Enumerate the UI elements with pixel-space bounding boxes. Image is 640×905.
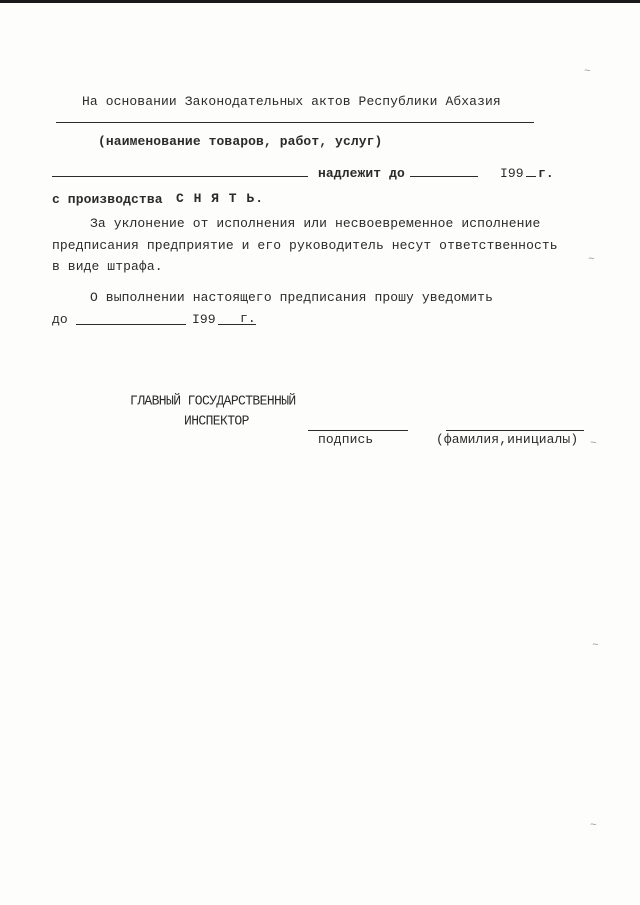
notify-do: до bbox=[52, 312, 68, 327]
scan-mark: ~ bbox=[588, 254, 595, 266]
signature-caption: подпись bbox=[318, 432, 374, 447]
signature-blank bbox=[308, 430, 408, 431]
due-year-suffix: г. bbox=[538, 166, 554, 181]
notify-year-g: г. bbox=[240, 311, 256, 326]
page-top-edge bbox=[0, 0, 640, 3]
name-blank bbox=[446, 430, 584, 431]
due-year-prefix: I99 bbox=[500, 166, 524, 181]
scan-mark: ~ bbox=[592, 640, 599, 652]
notify-date-blank bbox=[76, 324, 186, 325]
goods-blank-line bbox=[56, 122, 534, 123]
inspector-title-line-2: ИНСПЕКТОР bbox=[184, 412, 249, 429]
due-date-blank bbox=[410, 176, 478, 177]
due-word: надлежит до bbox=[318, 166, 405, 181]
penalty-text-line-1: За уклонение от исполнения или несвоевременное исполнение bbox=[90, 216, 541, 231]
remove-word: С Н Я Т Ь. bbox=[176, 191, 265, 206]
scan-mark: ~ bbox=[590, 438, 597, 450]
goods-caption: (наименование товаров, работ, услуг) bbox=[98, 134, 383, 149]
notify-year-prefix: I99 bbox=[192, 312, 216, 327]
due-year-blank bbox=[526, 176, 536, 177]
penalty-text-line-3: в виде штрафа. bbox=[52, 259, 163, 274]
scan-mark: ~ bbox=[590, 820, 597, 832]
inspector-title-line-1: ГЛАВНЫЙ ГОСУДАРСТВЕННЫЙ bbox=[130, 392, 296, 409]
due-blank-line-left bbox=[52, 176, 308, 177]
penalty-text-line-2: предписания предприятие и его руководитель несут ответственность bbox=[52, 238, 558, 253]
name-caption: (фамилия,инициалы) bbox=[436, 432, 579, 447]
scan-mark: ~ bbox=[584, 66, 591, 78]
production-prefix: с производства bbox=[52, 192, 163, 207]
legal-basis-text: На основании Законодательных актов Республики Абхазия bbox=[82, 94, 501, 109]
notify-text: О выполнении настоящего предписания прошу уведомить bbox=[90, 290, 493, 305]
